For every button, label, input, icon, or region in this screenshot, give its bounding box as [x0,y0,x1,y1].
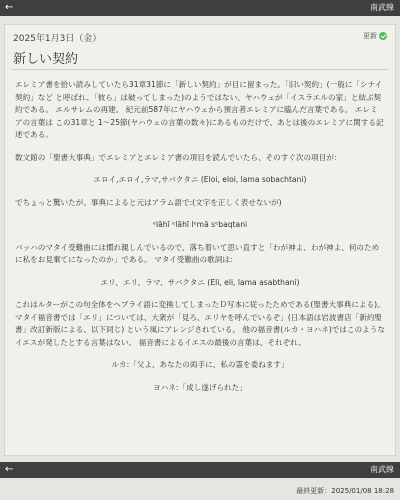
paragraph: 数文館の「聖書大事典」でエレミアとエレミア書の項目を読んでいたら、そのすぐ次の項目が： [15,152,342,162]
quote-line: エリ、エリ、ラマ、サバクタニ (Eli, eli, lama asabthani) [100,277,300,287]
paragraph: でちょっと驚いたが、事典によると元はアラム語で:(文字を正しく表せないが) [15,197,282,207]
article-card [4,24,396,456]
article-date: 2025年1月3日（金） [13,34,102,44]
quote-line: ヨハネ:「成し遂げられた」 [153,382,247,392]
back-arrow-icon[interactable]: ← [5,464,14,475]
bottom-nav-bar [0,462,400,478]
article-body [15,79,385,404]
back-arrow-icon[interactable]: ← [5,2,14,13]
quote-line: エロイ,エロイ,ラマ,サバクタニ (Eloi, eloi, lama sobachtani) [93,175,307,184]
site-link[interactable]: 南武線 [370,3,394,12]
paragraph: バッハのマタイ受難曲には慣れ親しんでいるので、落ち着いて思い直すと「わが神よ、わが神よ、何のために私をお見棄てになったのか」である。 マタイ受難曲の歌詞は: [15,242,380,264]
update-label: 更新 [363,32,377,40]
paragraph: これはルターがこの句全体をヘブライ語に変換してしまったＤ写本に従ったためである(聖書大事典による)。 マタイ福音書では「エリ」については、大衆が「見ろ、エリヤを呼んでいるぞ」(日本語は岩波書店「新約聖書」改訂新版による、以下同じ) という風にアレンジされている。 他の福音書(ルカ・ヨハネ)ではこのようなイエスが発したとする言葉はない。 福音書によるイエスの最後の言葉は、それぞれ、 [15,300,385,347]
site-link[interactable]: 南武線 [370,465,394,474]
update-button[interactable] [363,31,387,41]
refresh-icon [379,32,387,40]
last-updated: 最終更新：2025/01/08 18:28 [296,487,394,495]
quote-line: ルカ:「父よ、あなたの両手に、私の霊を委ねます」 [111,360,289,369]
divider [11,69,389,70]
article-title: 新しい契約 [13,52,79,67]
quote-line: ᵉlāhī ᵉlāhī lᵉmā sᵉbaqtani [152,220,248,229]
top-nav-bar [0,0,400,16]
paragraph: エレミア書を拾い読みしていたら31章31節に「新しい契約」が目に留まった。「旧い契約」(一般に「シナイ契約」など と呼ばれ、「彼ら」は破ってしまった)のようではない、ヤハウェが「イスラエルの家」と結ぶ契約である。 エルサレムの再建。 紀元前587年にヤハウェから預言者エレミアに臨んだ言葉である。 エレミアの言葉は この31章と 1〜25節(ヤハウェの言葉の数々)にあるものだけで、あとは後のエレミアに関する記述である。 [15,80,384,139]
